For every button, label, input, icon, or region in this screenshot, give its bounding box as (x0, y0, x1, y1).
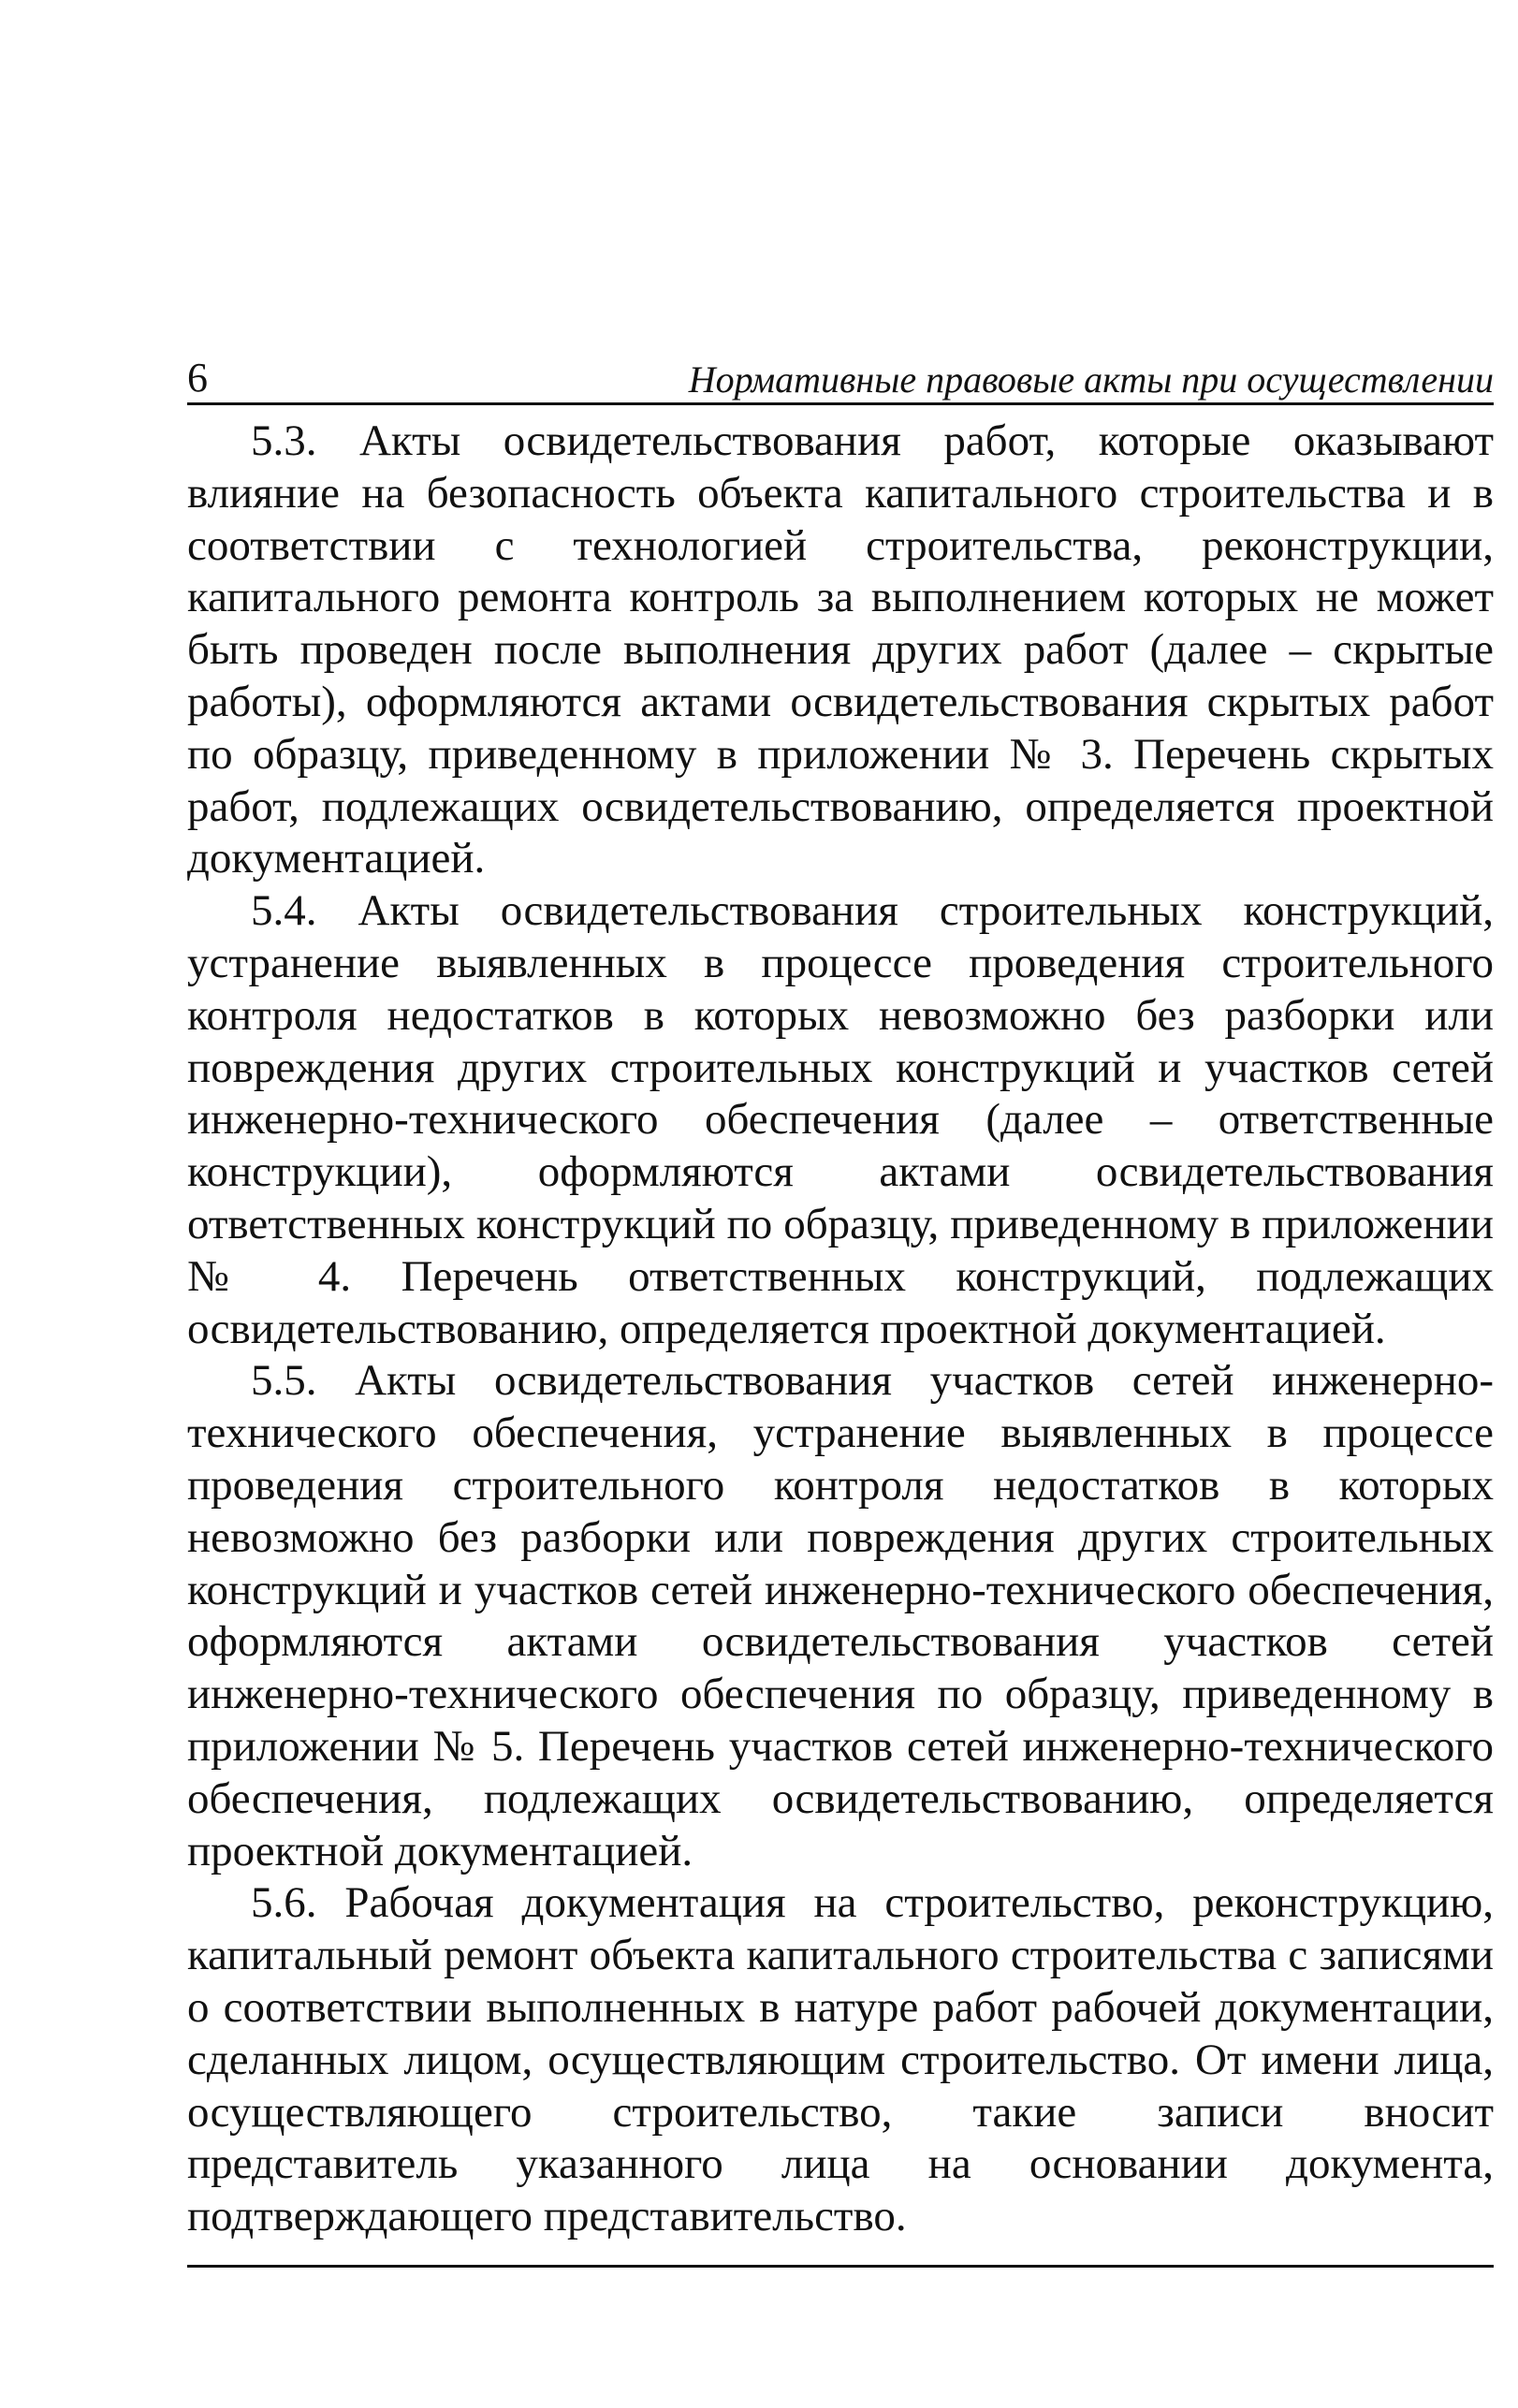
bottom-divider (187, 2265, 1494, 2268)
running-header (187, 344, 1494, 405)
paragraph-5-5: 5.5. Акты освидетельствования участков сетей инженерно-технического обеспечения, устранение выявленных в процессе проведения строительного контроля недостатков в которых невозможно без разборки или повреждения других строительных конструкций и участков сетей инженерно-технического обеспечения, оформляются актами освидетельствования участков сетей инженерно-технического обеспечения по образцу, приведенному в приложении № 5. Перечень участков сетей инженерно-технического обеспечения, подлежащих освидетельствованию, определяется проектной документацией. (187, 1356, 1494, 1875)
body-text (187, 416, 1494, 2243)
document-page (187, 0, 1494, 2408)
paragraph-5-4: 5.4. Акты освидетельствования строительных конструкций, устранение выявленных в процессе проведения строительного контроля недостатков в которых невозможно без разборки или повреждения других строительных конструкций и участков сетей инженерно-технического обеспечения (далее – ответственные конструкции), оформляются актами освидетельствования ответственных конструкций по образцу, приведенному в приложении № 4. Перечень ответственных конструкций, подлежащих освидетельствованию, определяется проектной документацией. (187, 886, 1494, 1353)
paragraph-5-6: 5.6. Рабочая документация на строительство, реконструкцию, капитальный ремонт объекта капитального строительства с записями о соответствии выполненных в натуре работ рабочей документации, сделанных лицом, осуществляющим строительство. От имени лица, осуществляющего строительство, такие записи вносит представитель указанного лица на основании документа, подтверждающего представительство. (187, 1878, 1494, 2241)
paragraph-5-3: 5.3. Акты освидетельствования работ, которые оказывают влияние на безопасность объекта капитального строительства и в соответствии с технологией строительства, реконструкции, капитального ремонта контроль за выполнением которых не может быть проведен после выполнения других работ (далее – скрытые работы), оформляются актами освидетельствования скрытых работ по образцу, приведенному в приложении № 3. Перечень скрытых работ, подлежащих освидетельствованию, определяется проектной документацией. (187, 416, 1494, 883)
page-number: 6 (187, 355, 208, 401)
running-title: Нормативные правовые акты при осуществлении (688, 358, 1494, 401)
